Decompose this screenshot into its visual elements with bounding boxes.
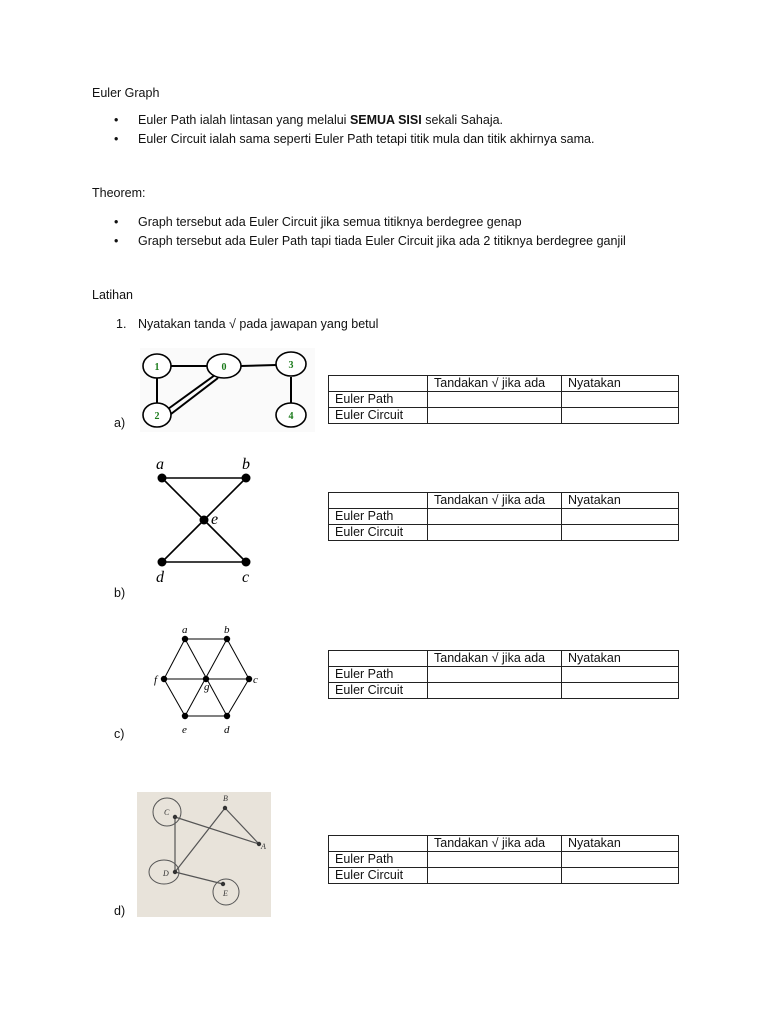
header-blank (329, 493, 428, 509)
cell-state-euler-circuit[interactable] (562, 408, 679, 424)
node-label-g: g (204, 681, 210, 693)
page-title: Euler Graph (92, 86, 160, 100)
node-b (224, 636, 230, 642)
node-b (242, 474, 251, 483)
table-row-euler-circuit (329, 683, 679, 699)
node-c (242, 558, 251, 567)
node-label-b: b (242, 456, 250, 473)
bullet: • (114, 215, 119, 229)
graph-a (140, 348, 315, 432)
theorem-heading: Theorem: (92, 186, 146, 200)
bullet: • (114, 113, 119, 127)
task-number: 1. (116, 317, 127, 331)
node-label-d: d (224, 724, 230, 736)
header-state: Nyatakan (562, 836, 679, 852)
graph-d (137, 792, 271, 917)
node-label-e: e (211, 511, 219, 528)
theorem-list (114, 213, 626, 251)
row-label-euler-path: Euler Path (329, 852, 428, 868)
table-header-row (329, 493, 679, 509)
node-label-d: d (156, 569, 164, 586)
table-header-row (329, 651, 679, 667)
part-d-label: d) (114, 904, 126, 918)
bullet: • (114, 234, 119, 248)
theorem-circuit: • Graph tersebut ada Euler Circuit jika semua titiknya berdegree genap (114, 213, 626, 232)
cell-check-euler-circuit[interactable] (428, 525, 562, 541)
node-c (173, 815, 177, 819)
table-header-row (329, 836, 679, 852)
node-label-b: B (223, 794, 228, 803)
node-label-0: 0 (221, 362, 227, 373)
task-text: Nyatakan tanda √ pada jawapan yang betul (138, 317, 379, 331)
node-e (182, 713, 188, 719)
cell-state-euler-circuit[interactable] (562, 868, 679, 884)
answer-table-c (328, 650, 679, 699)
row-label-euler-path: Euler Path (329, 392, 428, 408)
edge-0-3 (241, 365, 276, 366)
row-label-euler-circuit: Euler Circuit (329, 525, 428, 541)
node-d (173, 870, 177, 874)
table-row-euler-path (329, 509, 679, 525)
cell-check-euler-circuit[interactable] (428, 408, 562, 424)
node-e (221, 882, 225, 886)
answer-table-d (328, 835, 679, 884)
node-label-a: A (261, 842, 266, 851)
graph-b (148, 452, 263, 587)
node-label-a: a (182, 624, 188, 636)
cell-check-euler-circuit[interactable] (428, 683, 562, 699)
exercise-heading: Latihan (92, 288, 134, 302)
part-c-label: c) (114, 727, 125, 741)
definition-list (114, 111, 594, 149)
edge-e-d (162, 520, 204, 562)
node-a (158, 474, 167, 483)
row-label-euler-path: Euler Path (329, 667, 428, 683)
row-label-euler-circuit: Euler Circuit (329, 868, 428, 884)
node-e (200, 516, 209, 525)
node-label-4: 4 (288, 411, 294, 422)
node-label-d: D (163, 869, 169, 878)
header-blank (329, 376, 428, 392)
node-f (161, 676, 167, 682)
table-row-euler-circuit (329, 868, 679, 884)
part-b-label: b) (114, 586, 126, 600)
cell-check-euler-path[interactable] (428, 667, 562, 683)
cell-check-euler-path[interactable] (428, 509, 562, 525)
row-label-euler-circuit: Euler Circuit (329, 683, 428, 699)
cell-check-euler-path[interactable] (428, 852, 562, 868)
header-blank (329, 836, 428, 852)
edge-a-e (162, 478, 204, 520)
edge-b-c (227, 639, 249, 679)
answer-table-a (328, 375, 679, 424)
cell-state-euler-path[interactable] (562, 852, 679, 868)
edge-c-d (227, 679, 249, 716)
node-label-1: 1 (154, 362, 160, 373)
cell-check-euler-circuit[interactable] (428, 868, 562, 884)
cell-state-euler-path[interactable] (562, 392, 679, 408)
header-check: Tandakan √ jika ada (428, 651, 562, 667)
node-d (158, 558, 167, 567)
node-label-c: c (253, 674, 258, 686)
node-label-a: a (156, 456, 164, 473)
table-row-euler-path (329, 852, 679, 868)
node-a (182, 636, 188, 642)
node-b (223, 806, 227, 810)
table-row-euler-path (329, 392, 679, 408)
table-header-row (329, 376, 679, 392)
graph-d-photo-background (137, 792, 271, 917)
row-label-euler-circuit: Euler Circuit (329, 408, 428, 424)
header-check: Tandakan √ jika ada (428, 836, 562, 852)
graph-c (148, 622, 266, 740)
table-row-euler-circuit (329, 408, 679, 424)
definition-euler-circuit: • Euler Circuit ialah sama seperti Euler Path tetapi titik mula dan titik akhirnya sama. (114, 130, 594, 149)
table-row-euler-path (329, 667, 679, 683)
node-label-3: 3 (288, 360, 294, 371)
header-state: Nyatakan (562, 376, 679, 392)
cell-check-euler-path[interactable] (428, 392, 562, 408)
answer-table-b (328, 492, 679, 541)
theorem-path: • Graph tersebut ada Euler Path tapi tiada Euler Circuit jika ada 2 titiknya berdegree ganjil (114, 232, 626, 251)
node-label-c: c (242, 569, 250, 586)
header-check: Tandakan √ jika ada (428, 376, 562, 392)
edge-e-f (164, 679, 185, 716)
node-label-2: 2 (154, 411, 160, 422)
cell-state-euler-path[interactable] (562, 667, 679, 683)
graph-c-nodes (161, 636, 252, 719)
table-row-euler-circuit (329, 525, 679, 541)
task-instruction (116, 317, 378, 331)
node-label-c: C (164, 808, 170, 817)
definition-euler-path: • Euler Path ialah lintasan yang melalui SEMUA SISI sekali Sahaja. (114, 111, 594, 130)
cell-state-euler-path[interactable] (562, 509, 679, 525)
row-label-euler-path: Euler Path (329, 509, 428, 525)
header-blank (329, 651, 428, 667)
header-check: Tandakan √ jika ada (428, 493, 562, 509)
node-label-f: f (154, 674, 158, 686)
node-label-b: b (224, 624, 230, 636)
node-label-e: e (182, 724, 187, 736)
node-c (246, 676, 252, 682)
part-a-label: a) (114, 416, 126, 430)
cell-state-euler-circuit[interactable] (562, 683, 679, 699)
node-label-e: E (223, 889, 228, 898)
header-state: Nyatakan (562, 651, 679, 667)
bullet: • (114, 132, 119, 146)
node-d (224, 713, 230, 719)
edge-f-a (164, 639, 185, 679)
header-state: Nyatakan (562, 493, 679, 509)
cell-state-euler-circuit[interactable] (562, 525, 679, 541)
